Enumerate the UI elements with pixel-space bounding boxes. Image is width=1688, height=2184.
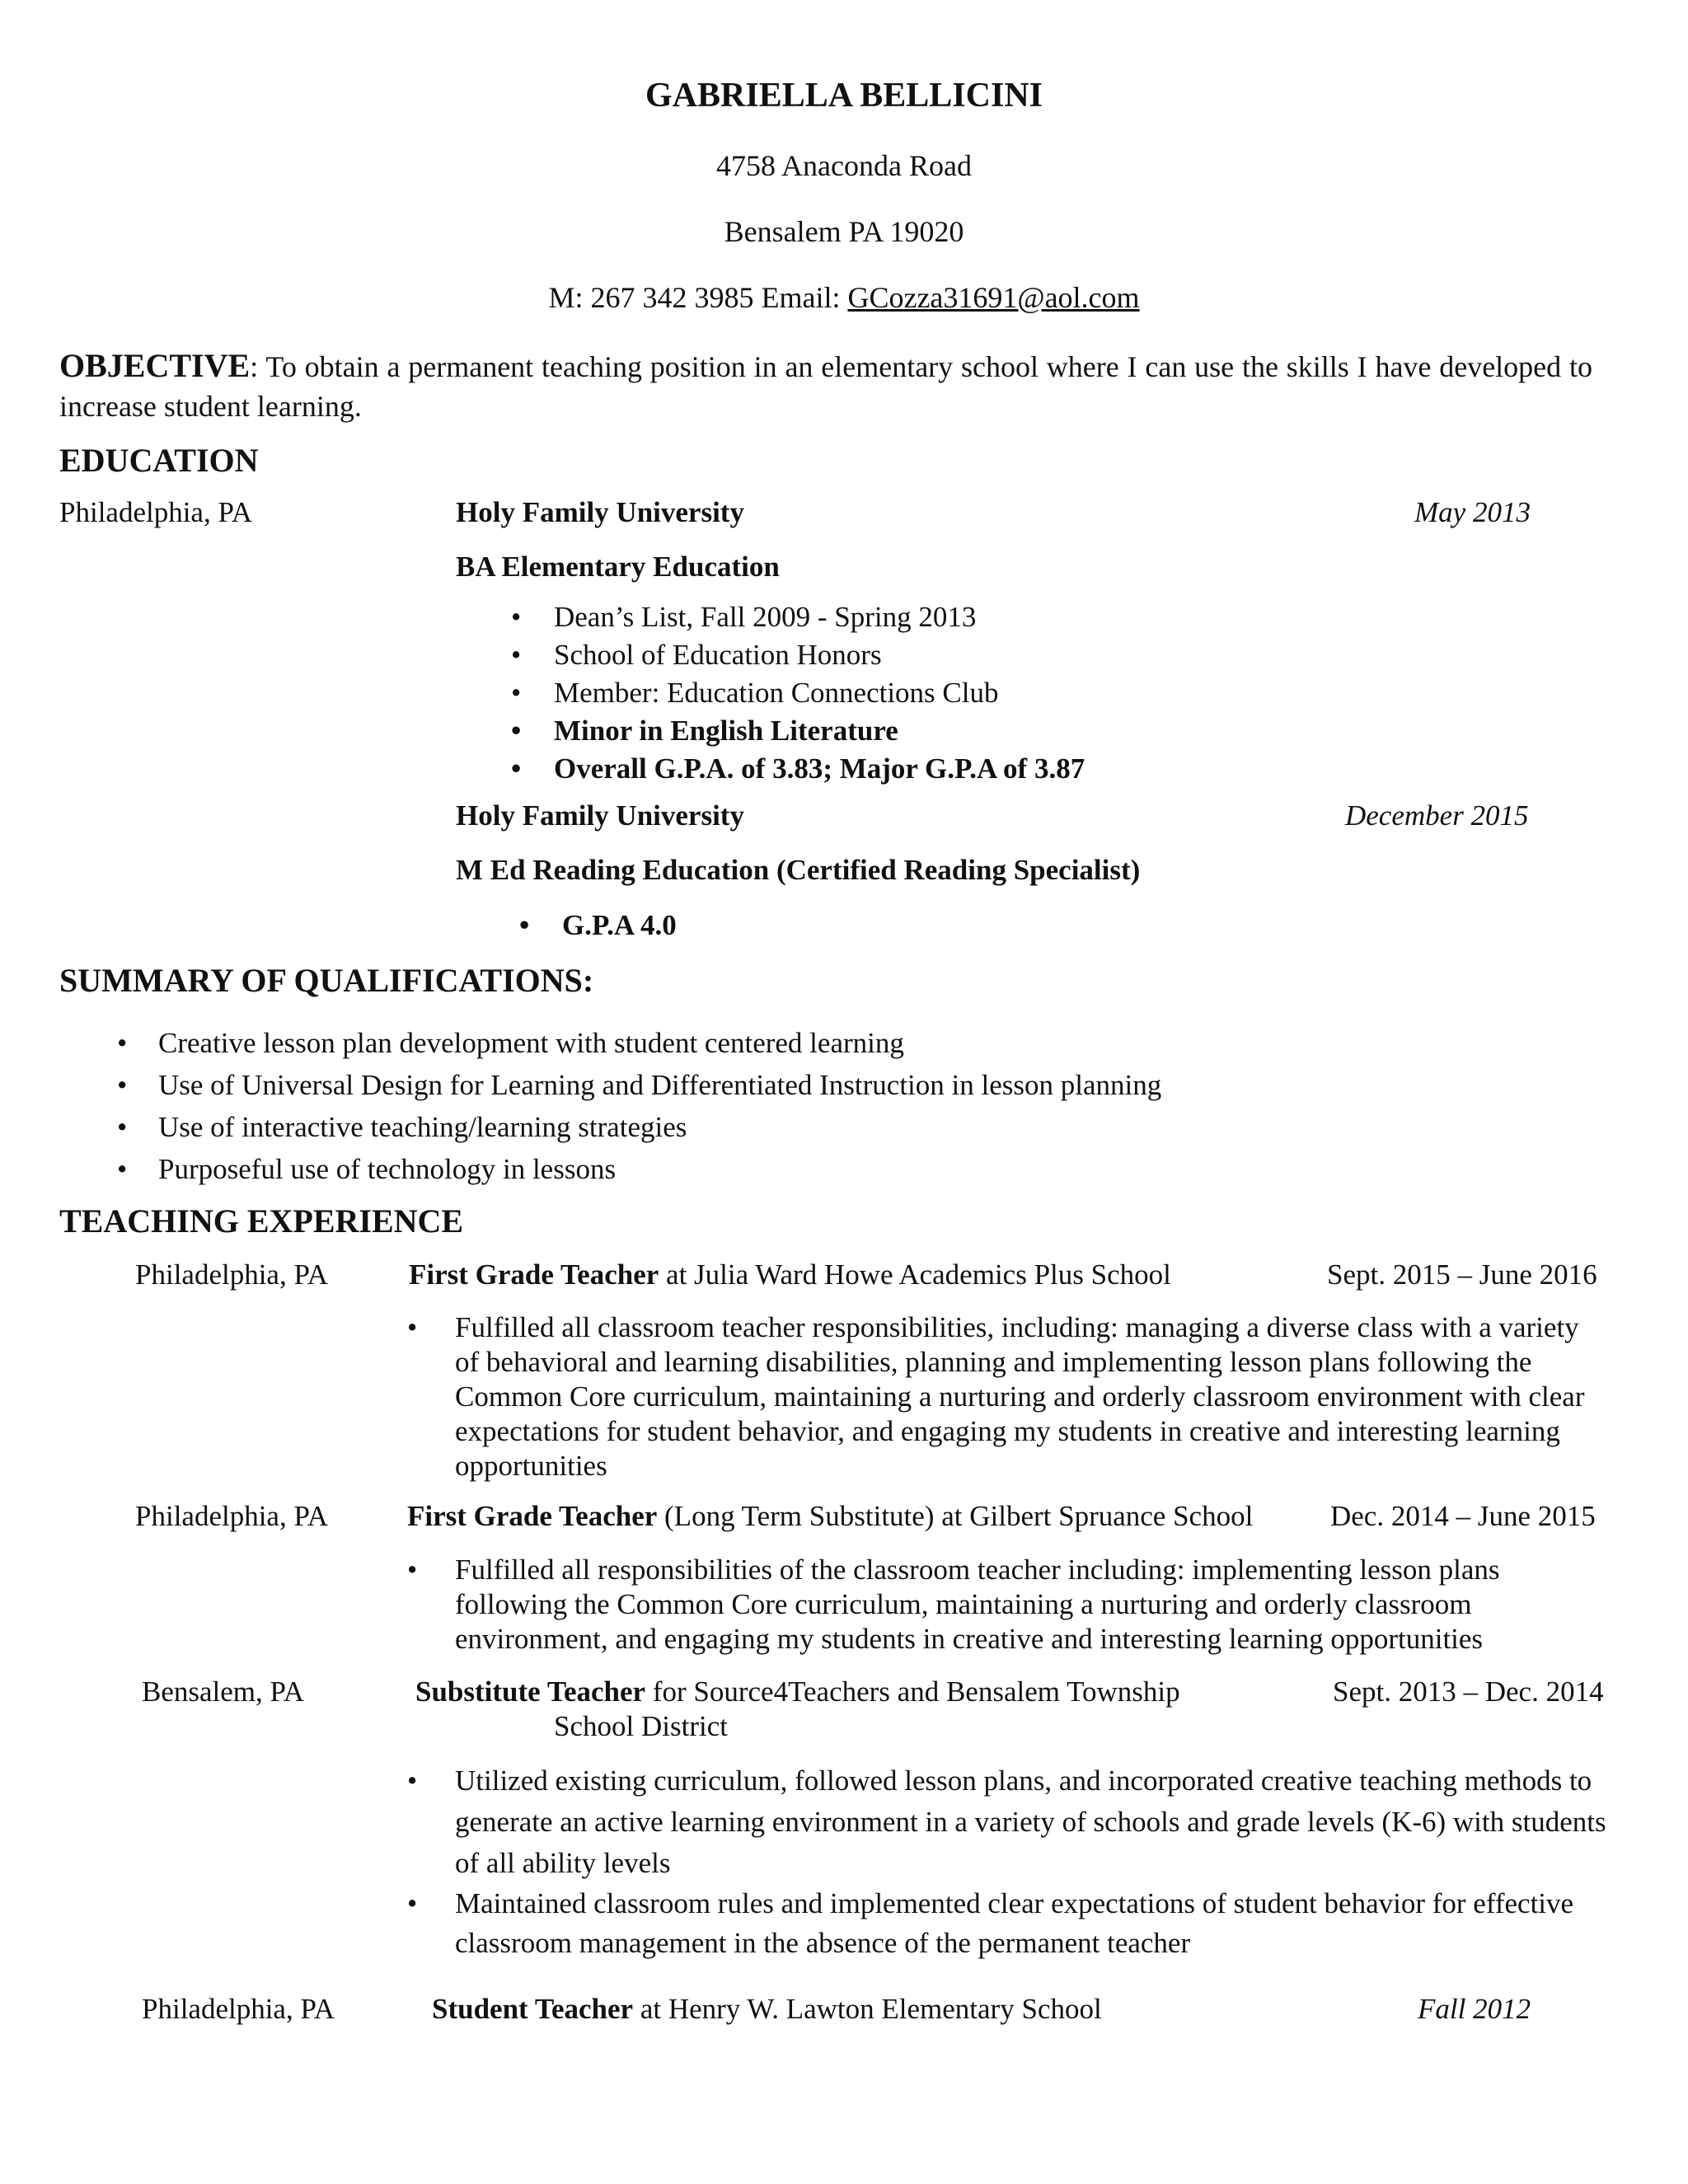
job-location: Philadelphia, PA [135,1500,328,1532]
job-title-line: First Grade Teacher (Long Term Substitute) at Gilbert Spruance School [407,1500,1254,1532]
job-title-line: Substitute Teacher for Source4Teachers and Bensalem Township [415,1675,1180,1708]
summary-list [117,1022,1162,1190]
job-title: First Grade Teacher [407,1500,658,1532]
job-location: Bensalem, PA [142,1675,305,1708]
contact-line [0,280,1688,315]
objective-text: : To obtain a permanent teaching position in an elementary school where I can use the skills I have developed to increase student learning. [59,350,1592,423]
job-dates: Fall 2012 [1418,1993,1531,2025]
school-name-1: Holy Family University [456,496,744,528]
degree-2: M Ed Reading Education (Certified Reading Specialist) [456,854,1141,886]
education-location: Philadelphia, PA [59,496,252,528]
school-date-1: May 2013 [1414,496,1531,528]
list-item: • Creative lesson plan development with student centered learning [117,1027,904,1059]
list-item: • Member: Education Connections Club [511,677,999,709]
school-name-2: Holy Family University [456,799,744,832]
list-item: • Minor in English Literature [511,715,898,747]
resume-name: GABRIELLA BELLICINI [645,77,1043,115]
list-item: • G.P.A 4.0 [519,909,677,941]
experience-heading: TEACHING EXPERIENCE [59,1202,464,1240]
job-title-line: First Grade Teacher at Julia Ward Howe Academics Plus School [409,1258,1171,1291]
job-title-line: Student Teacher at Henry W. Lawton Elementary School [432,1993,1102,2025]
school-date-2: December 2015 [1345,799,1529,832]
job-dates: Sept. 2015 – June 2016 [1327,1258,1597,1291]
job-dates: Sept. 2013 – Dec. 2014 [1333,1675,1604,1708]
job-title: Student Teacher [432,1993,634,2025]
job-title: First Grade Teacher [409,1258,659,1291]
list-item: • Purposeful use of technology in lessons [117,1153,617,1185]
degree-1: BA Elementary Education [456,551,780,583]
objective [59,346,1592,426]
address-line-2: Bensalem PA 19020 [724,215,964,248]
degree-1-list [511,598,1085,788]
list-item: • School of Education Honors [511,639,882,671]
education-heading: EDUCATION [59,442,259,479]
job-dates: Dec. 2014 – June 2015 [1330,1500,1596,1532]
list-item: • Dean’s List, Fall 2009 - Spring 2013 [511,601,977,633]
job-bullet: • Maintained classroom rules and implemented clear expectations of student behavior for effective classroom management in the absence of the permanent teacher [407,1887,1574,1959]
job-location: Philadelphia, PA [135,1258,328,1291]
objective-label: OBJECTIVE [59,347,251,384]
job-bullet: • Fulfilled all classroom teacher responsibilities, including: managing a diverse class with a variety of behavioral and learning disabilities, planning and implementing lesson plans following the Common Core curriculum, maintaining a nurturing and orderly classroom environment with clear expectations for student behavior, and engaging my students in creative and interesting learning opportunities [407,1311,1585,1482]
job-title-continued: School District [554,1710,728,1742]
list-item: • Use of Universal Design for Learning and Differentiated Instruction in lesson planning [117,1069,1162,1101]
phone-label: M: 267 342 3985 Email: [548,281,848,314]
job-location: Philadelphia, PA [142,1993,335,2025]
job-bullet: • Utilized existing curriculum, followed lesson plans, and incorporated creative teaching methods to generate an active learning environment in a variety of schools and grade levels (K-6) with students of all ability levels [407,1765,1606,1879]
email-link[interactable]: GCozza31691@aol.com [847,281,1140,314]
summary-heading: SUMMARY OF QUALIFICATIONS: [59,962,594,999]
address-line-1: 4758 Anaconda Road [716,149,972,182]
degree-2-list [519,907,677,944]
list-item: • Overall G.P.A. of 3.83; Major G.P.A of 3.87 [511,752,1085,785]
list-item: • Use of interactive teaching/learning strategies [117,1111,687,1143]
job-title: Substitute Teacher [415,1675,646,1708]
job-bullet: • Fulfilled all responsibilities of the classroom teacher including: implementing lesson plans following the Common Core curriculum, maintaining a nurturing and orderly classroom environment, and engaging my students in creative and interesting learning opportunities [407,1554,1500,1655]
